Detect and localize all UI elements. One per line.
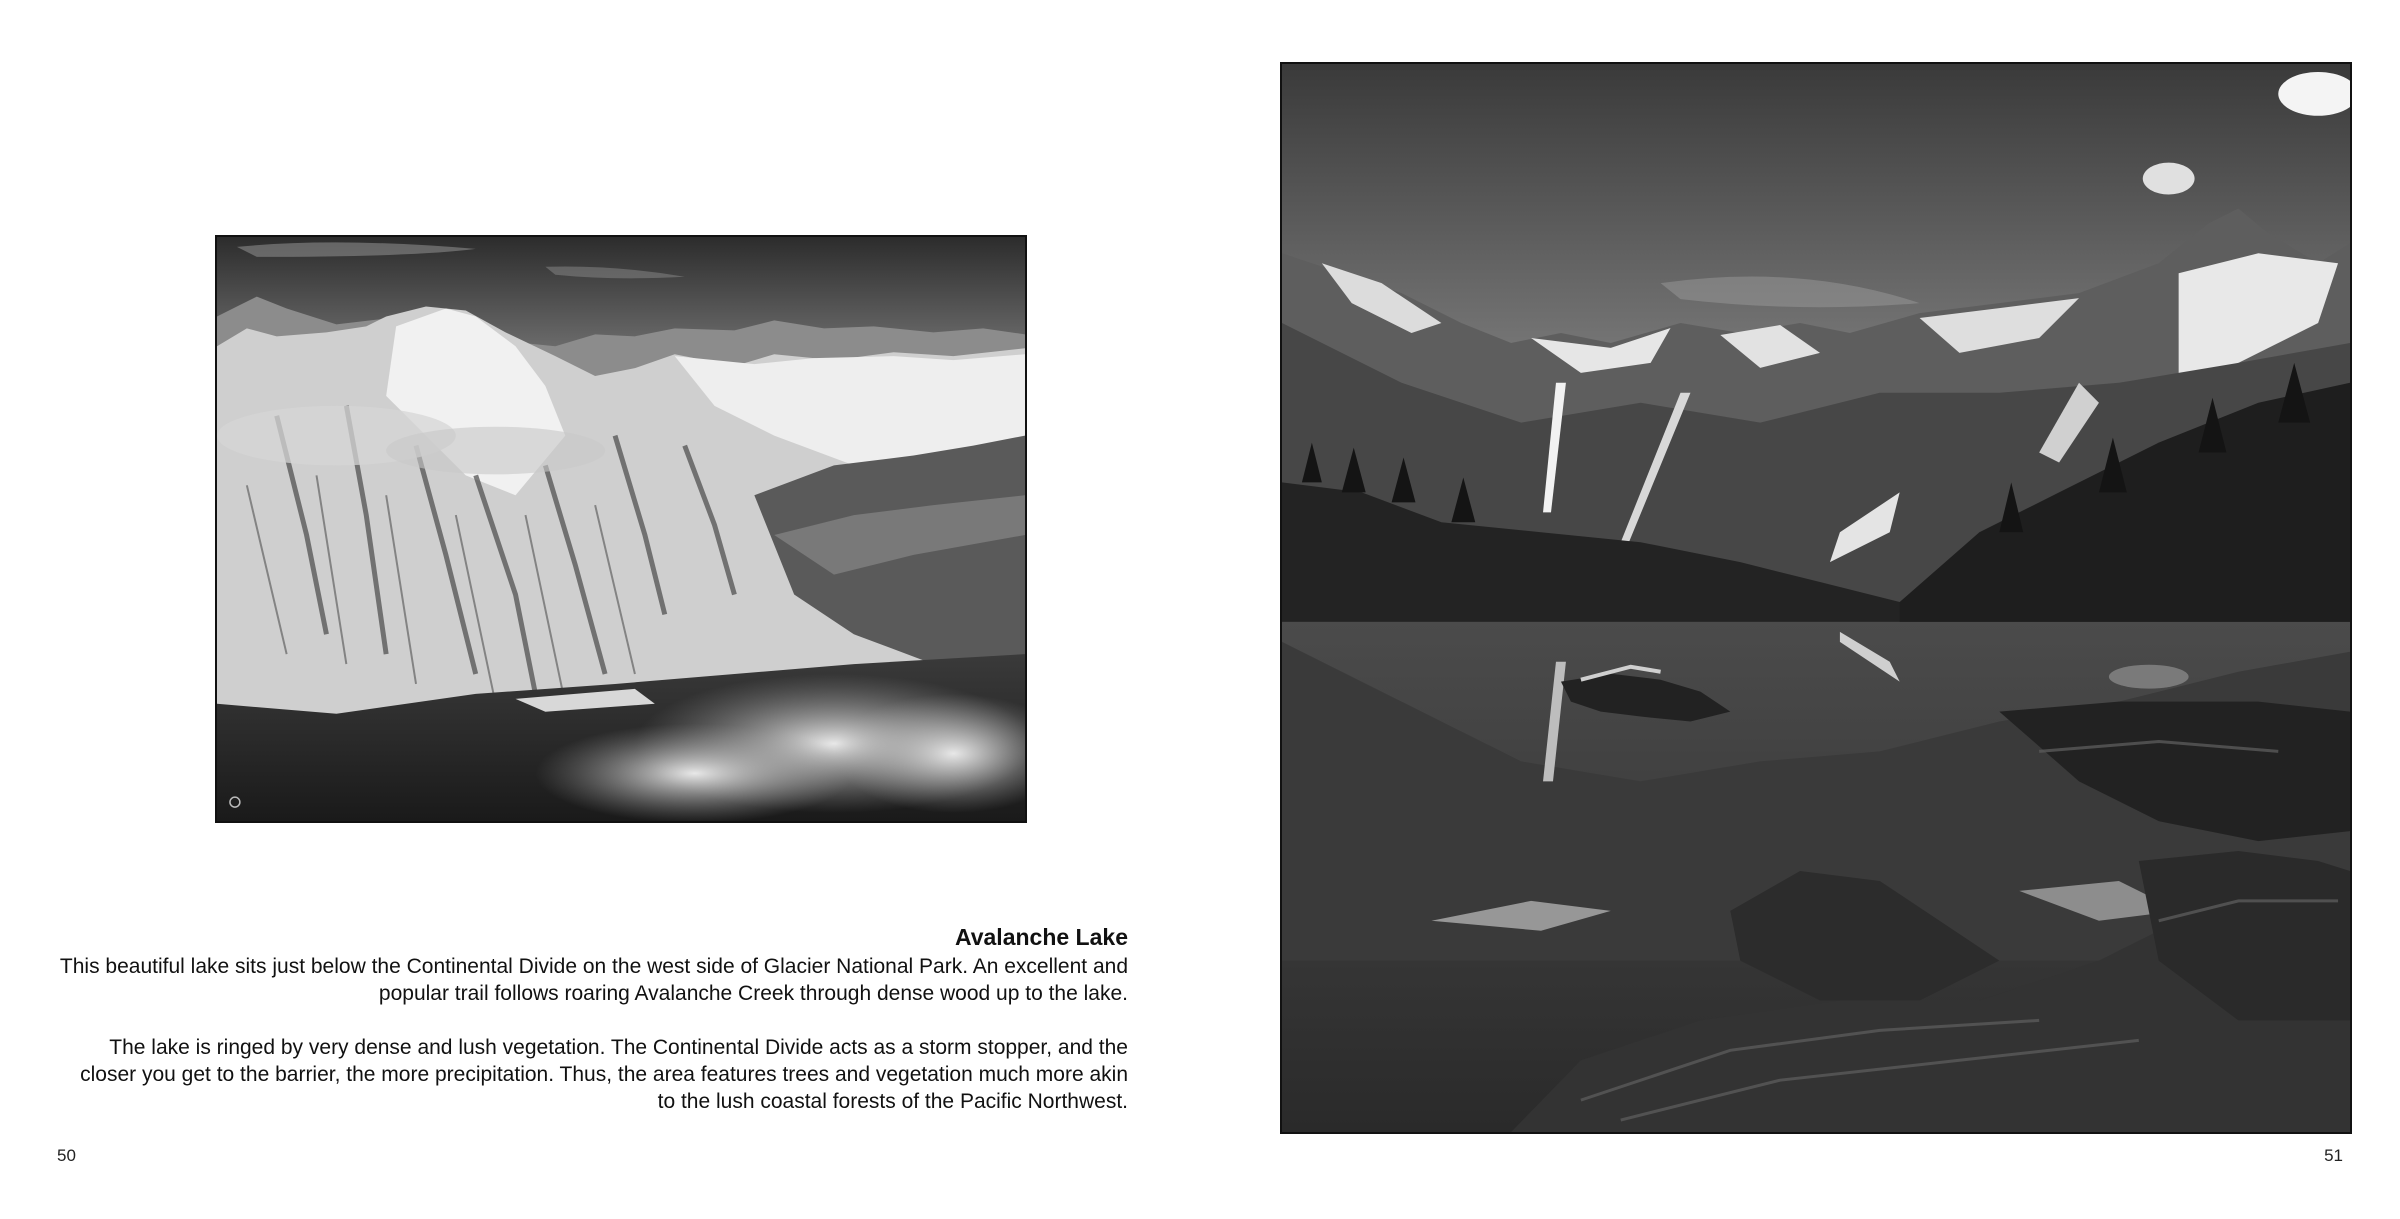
mountain-range-image xyxy=(217,237,1025,821)
page-number-left: 50 xyxy=(57,1146,76,1165)
avalanche-lake-photo xyxy=(1280,62,2352,1134)
caption-block xyxy=(58,924,1128,1115)
avalanche-lake-image xyxy=(1282,64,2350,1132)
caption-paragraph-1: This beautiful lake sits just below the Continental Divide on the west side of Glacier National Park. An excellent and popular trail follows roaring Avalanche Creek through dense wood up to the lake. xyxy=(59,955,1128,1005)
page-number-right: 51 xyxy=(2324,1146,2343,1165)
mountain-range-photo xyxy=(215,235,1027,823)
caption-paragraph-2: The lake is ringed by very dense and lush vegetation. The Continental Divide acts as a storm stopper, and the closer you get to the barrier, the more precipitation. Thus, the area features trees and vegetation much more akin to the lush coastal forests of the Pacific Northwest. xyxy=(80,1036,1128,1113)
caption-title: Avalanche Lake xyxy=(954,924,1128,950)
right-page xyxy=(1200,0,2400,1219)
